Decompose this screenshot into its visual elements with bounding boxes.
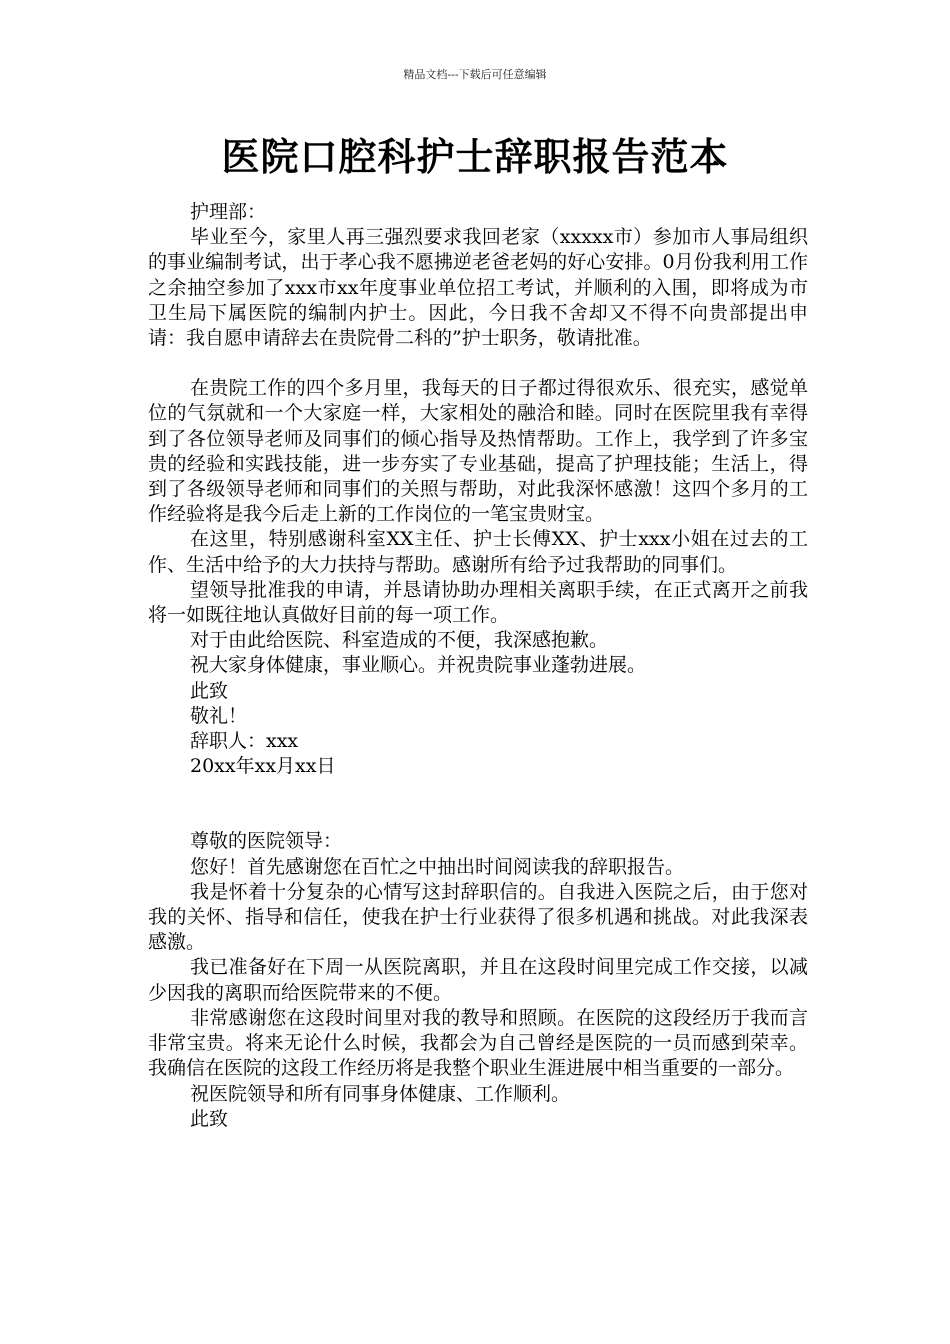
letter2-closing-1: 此致 bbox=[190, 1107, 229, 1130]
letter1-paragraph-2: 在贵院工作的四个多月里，我每天的日子都过得很欢乐、很充实，感觉单位的气氛就和一个大家庭一样，大家相处的融洽和睦。同时在医院里我有幸得到了各位领导老师及同事们的倾心指导及热情帮助。工作上，我学到了许多宝贵的经验和实践技能，进一步夯实了专业基础，提高了护理技能；生活上，得到了各级领导老师和同事们的关照与帮助，对此我深怀感激！这四个多月的工作经验将是我今后走上新的工作岗位的一笔宝贵财宝。 bbox=[148, 377, 808, 526]
letter1-signature: 辞职人：xxx bbox=[190, 730, 299, 753]
letter1-paragraph-4: 望领导批准我的申请，并恳请协助办理相关离职手续，在正式离开之前我将一如既往地认真做好目前的每一项工作。 bbox=[148, 578, 808, 627]
letter2-paragraph-3: 我已准备好在下周一从医院离职，并且在这段时间里完成工作交接，以减少因我的离职而给医院带来的不便。 bbox=[148, 956, 808, 1004]
letter2-paragraph-1: 您好！首先感谢您在百忙之中抽出时间阅读我的辞职报告。 bbox=[190, 855, 685, 878]
letter1-closing-1: 此致 bbox=[190, 679, 229, 702]
document-body bbox=[148, 200, 808, 1132]
letter1-salutation: 护理部： bbox=[190, 201, 267, 223]
letter2-paragraph-2: 我是怀着十分复杂的心情写这封辞职信的。自我进入医院之后，由于您对我的关怀、指导和信任，使我在护士行业获得了很多机遇和挑战。对此我深表感激。 bbox=[148, 880, 808, 954]
letter1-date: 20xx年xx月xx日 bbox=[190, 755, 336, 778]
letter-gap bbox=[148, 779, 808, 829]
letter1-paragraph-5: 对于由此给医院、科室造成的不便，我深感抱歉。 bbox=[190, 629, 609, 652]
letter1-closing-2: 敬礼！ bbox=[190, 704, 248, 727]
letter1-paragraph-3: 在这里，特别感谢科室XX主任、护士长傅XX、护士xxx小姐在过去的工作、生活中给予的大力扶持与帮助。感谢所有给予过我帮助的同事们。 bbox=[148, 528, 808, 576]
paragraph-gap bbox=[148, 351, 808, 376]
letter2-salutation: 尊敬的医院领导： bbox=[190, 830, 343, 853]
letter2-paragraph-5: 祝医院领导和所有同事身体健康、工作顺利。 bbox=[190, 1082, 571, 1105]
document-title: 医院口腔科护士辞职报告范本 bbox=[221, 135, 729, 179]
letter1-paragraph-6: 祝大家身体健康，事业顺心。并祝贵院事业蓬勃进展。 bbox=[190, 654, 647, 677]
letter2-paragraph-4: 非常感谢您在这段时间里对我的教导和照顾。在医院的这段经历于我而言非常宝贵。将来无论什么时候，我都会为自己曾经是医院的一员而感到荣幸。我确信在医院的这段工作经历将是我整个职业生涯进展中相当重要的一部分。 bbox=[148, 1006, 808, 1080]
letter1-paragraph-1: 毕业至今，家里人再三强烈要求我回老家（xxxxx市）参加市人事局组织的事业编制考试，出于孝心我不愿拂逆老爸老妈的好心安排。0月份我利用工作之余抽空参加了xxx市xx年度事业单位招工考试，并顺利的入围，即将成为市卫生局下属医院的编制内护士。因此，今日我不舍却又不得不向贵部提出申请：我自愿申请辞去在贵院骨二科的”护士职务，敬请批准。 bbox=[148, 226, 808, 350]
page-header: 精品文档---下载后可任意编辑 bbox=[403, 68, 547, 81]
